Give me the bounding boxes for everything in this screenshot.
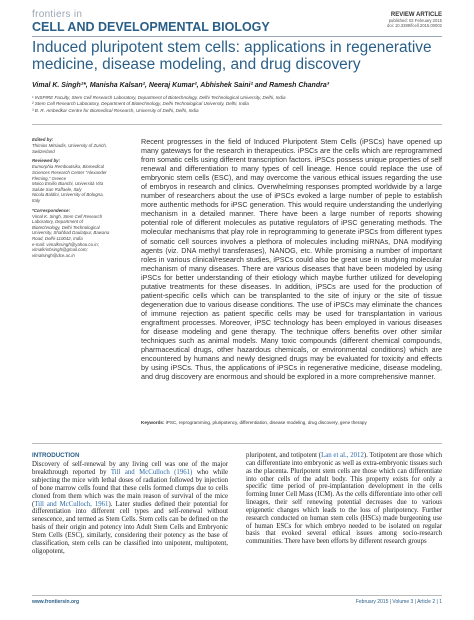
section-heading-introduction: INTRODUCTION [32, 452, 80, 459]
article-type: REVIEW ARTICLE [390, 12, 442, 18]
article-title: Induced pluripotent stem cells: applications in regenerative medicine, disease modeling, and drug discovery [32, 39, 432, 73]
author-list: Vimal K. Singh¹*, Manisha Kalsan², Neeraj Kumar², Abhishek Saini² and Ramesh Chandra³ [32, 82, 330, 89]
intro-text: ). Totipotent are those which can differentiate into embryonic as well as extra-embryonic tissues such as the placenta. Pluripotent stem cells are those which can differentiate into other cells of the adult body. This property exists for only a specific time period of pre-implantation development in the cells forming Inner Cell Mass (ICM). As the cells differentiate into other cell lineages, their self renewing potential decreases due to various epigenetic changes which leads to the loss of pluripotency. Further research conducted on human stem cells (HSCs) made burgeoning use of human ESCs for which embryo needed to be isolated on regular basis that evoked several ethical issues among socio-research communities. There have been efforts by different research groups [246, 452, 442, 546]
affiliations [32, 95, 442, 114]
body-column-right [246, 452, 442, 546]
body-column-left [32, 452, 228, 555]
footer-divider [32, 595, 442, 596]
affiliation-3: ³ B. R. Ambedkar Centre for Biomedical Research, University of Delhi, Delhi, India [32, 107, 199, 113]
article-meta [387, 12, 442, 29]
abstract: Recent progresses in the field of Induced Pluripotent Stem Cells (iPSCs) have opened up many gateways for the research in therapeutics. iPSCs are the cells which are reprogrammed from somatic cells using different transcription factors. iPSCs possess unique properties of self renewal and differentiation to many types of cell lineage. Hence could replace the use of embryonic stem cells (ESC), and may overcome the various ethical issues regarding the use of embryos in research and clinics. Overwhelming responses prompted worldwide by a large number of researchers about the use of iPSCs evoked a large number of peple to establish more authentic methods for iPSC generation. This would require understanding the underlying mechanism in a detailed manner. There have been a large number of reports showing potential role of different molecules as putative regulators of iPSC generating methods. The molecular mechanisms that play role in reprogramming to generate iPSCs from different types of somatic cell sources involves a plethora of molecules including miRNAs, DNA modifying agents (viz. DNA methyl transferases), NANOG, etc. While promising a number of important roles in various clinical/research studies, iPSCs could also be great use in studying molecular mechanism of many diseases. There are various diseases that have been modeled by using iPSCs for better understanding of their etiology which maybe further utilized for developing putative treatments for these diseases. In addition, iPSCs are used for the production of patient-specific cells which can be transplanted to the site of injury or the site of tissue degeneration due to various disease conditions. The use of iPSCs may eliminate the chances of immune rejection as patient specific cells may be used for transplantation in various engraftment processes. Moreover, iPSC technology has been employed in various diseases for disease modeling and gene therapy. The technique offers benefits over other similar techniques such as animal models. Many toxic compounds (different chemical compounds, pharmaceutical drugs, other hazardous chemicals, or environmental conditions) which are encountered by humans and newly designed drugs may be evaluated for toxicity and effects by using iPSCs. Thus, the applications of iPSCs in regenerative medicine, disease modeling, and drug discovery are enormous and should be explored in a more comprehensive manner. [141, 137, 442, 382]
keywords-text: iPSC, reprogramming, pluripotency, differentiation, disease modeling, drug discovery, gene therapy [165, 420, 367, 425]
journal-masthead [32, 10, 270, 34]
intro-text: pluripotent, and totipotent ( [246, 452, 322, 459]
edited-by-heading: Edited by: [32, 137, 54, 142]
issue-info: February 2015 | Volume 3 | Article 2 | 1 [355, 599, 442, 605]
header-divider [32, 36, 442, 37]
affiliation-2: ² Stem Cell Research Laboratory, Department of Biotechnology, Delhi Technological University, Delhi, India [32, 101, 249, 107]
intro-text: ). Later studies defined their potential for differentiation into different cell types and self-renewal without senescence, and termed as Stem Cells. Stem cells can be defined on the basis of their origin and potency into Adult Stem Cells and Embryonic Stem Cells (ESC), similarly, considering their potency as the base of classification, stem cells can be classified into unipotent, multipotent, oligopotent, [32, 500, 228, 555]
correspondence: Vimal K. Singh, Stem Cell Research Laboratory, Department of Biotechnology, Delhi Technological University, Shahbad Daulatpur, Bawana Road, Delhi-110042, India e-mail: vimalkrsingh@yahoo.co.in; vimalkrishsingh@gmail.com; vimalsingh@dce.ac.in [32, 213, 110, 258]
correspondence-heading: *Correspondence: [32, 207, 71, 213]
citation-link[interactable]: Till and McCulloch, 1961 [34, 500, 109, 508]
reviewed-by: Eumorphia Remboutsika, Biomedical Sciences Research Center "Alexander Fleming," Greece Maico Emilio Bianchi, Università Vita Salute San Raffaele, Italy Nicola Baldini, University of Bologna, Italy [32, 164, 107, 203]
citation-link[interactable]: Lan et al., 2012 [321, 452, 364, 459]
published-date: published: 02 February 2015 [388, 17, 442, 23]
keywords [141, 420, 442, 426]
frontiers-logo-text: frontiers in [32, 9, 83, 20]
intro-text: who while subjecting the mice with lethal doses of radiation followed by injection of bone marrow cells found that these cells formed clumps due to cells cloned from them which was the main reason of survival of the mice ( [32, 469, 228, 508]
website-link[interactable]: www.frontiersin.org [32, 599, 80, 605]
keywords-divider [32, 443, 442, 444]
intro-text: Discovery of self-renewal by any living cell was one of the major breakthrough reported by [32, 461, 228, 477]
affiliation-1: ¹ INSPIRE Faculty, Stem Cell Research Laboratory, Department of Biotechnology, Delhi Technological University, Delhi, India [32, 95, 286, 100]
keywords-label: Keywords: [141, 420, 165, 425]
doi[interactable]: doi: 10.3389/fcell.2015.00002 [387, 22, 442, 28]
citation-link[interactable]: Till and McCulloch (1961) [110, 469, 193, 477]
affiliation-divider [32, 124, 442, 125]
journal-name: CELL AND DEVELOPMENTAL BIOLOGY [32, 20, 270, 34]
editorial-sidebar [32, 137, 112, 262]
edited-by: Thimios Mitsiadis, University of Zurich, Switzerland [32, 143, 107, 154]
reviewed-by-heading: Reviewed by: [32, 158, 61, 164]
